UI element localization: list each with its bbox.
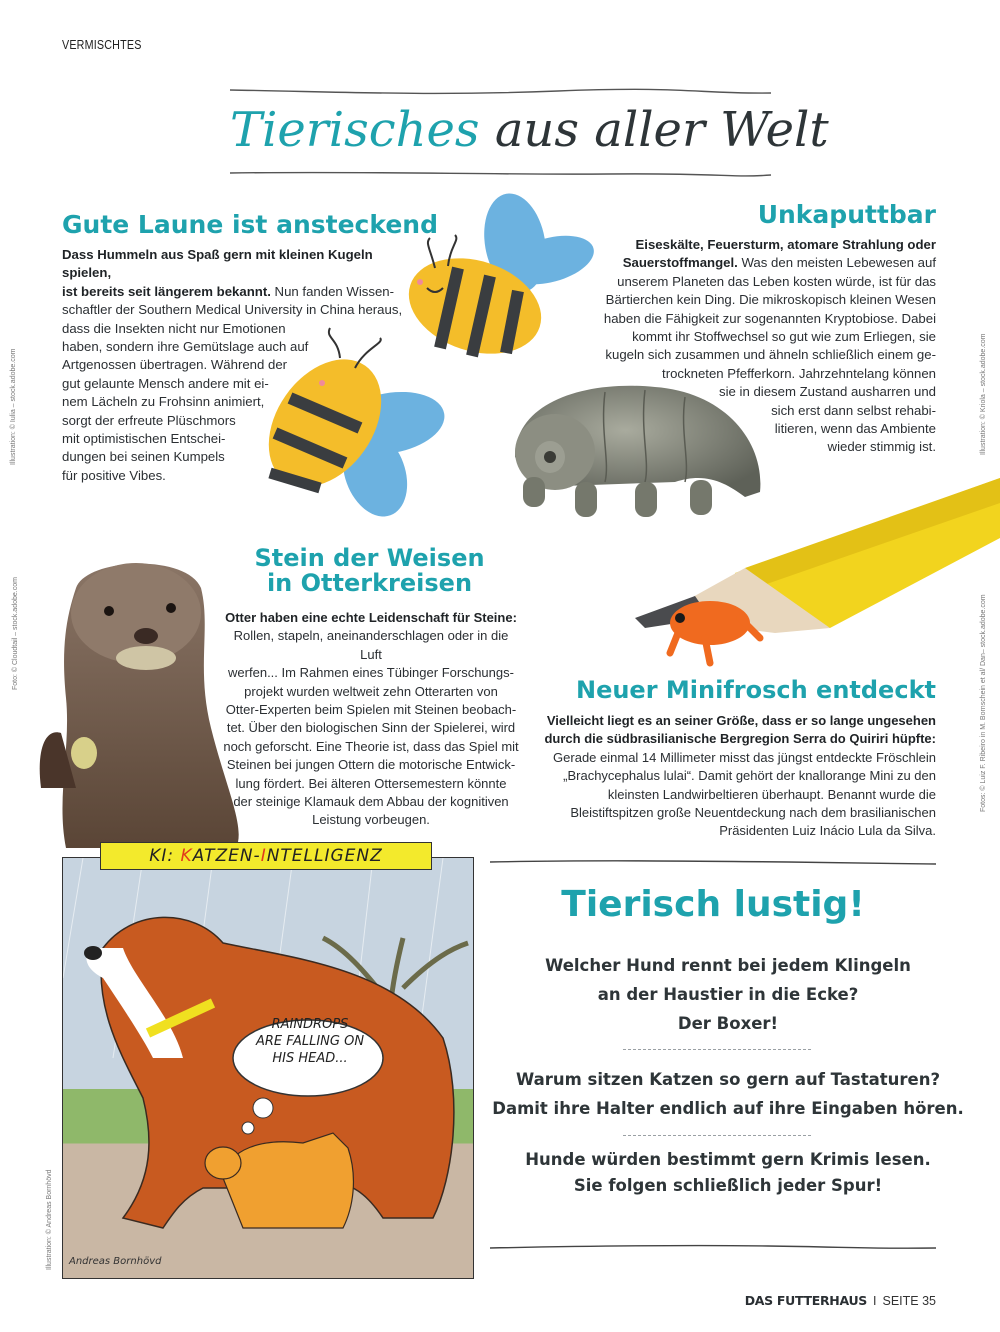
joke-3: Hunde würden bestimmt gern Krimis lesen. Sie folgen schließlich jeder Spur! xyxy=(525,1150,931,1195)
frog-headline: Neuer Minifrosch entdeckt xyxy=(575,676,936,704)
otter-body: Otter haben eine echte Leidenschaft für Steine: Rollen, stapeln, aneinanderschlagen oder in die Luft werfen... Im Rahmen eines Tübinger Forschungs- projekt wurden weltweit zehn Otterarten von Otter-Experten beim Spielen mit Steinen beobach- tet. Über den biologischen Sinn der Spielerei, wird noch geforscht. Eine Theorie ist, dass das Spiel mit Steinen bei jungen Ottern die motorische Entwick- lung fördert. Bei älteren Ottersemestern könnte der steinige Klamauk dem Abbau der kognitiven Leistung vorbeugen. xyxy=(223,610,519,828)
page-title-accent: Tierisches xyxy=(230,102,480,158)
page-number: SEITE 35 xyxy=(882,1294,936,1308)
frog-credit: Fotos: © Luiz F. Ribeiro in M. Bornschein et al/ Dan– stock.adobe.com xyxy=(980,594,987,812)
footer-brand: DAS FUTTERHAUS xyxy=(744,1293,868,1308)
joke-divider-2 xyxy=(623,1135,811,1136)
title-top-divider xyxy=(228,86,773,96)
otter-image xyxy=(36,548,246,848)
joke-1: Welcher Hund rennt bei jedem Klingeln an der Haustier in die Ecke? Der Boxer! xyxy=(545,956,911,1033)
tardigrade-body: Eiseskälte, Feuersturm, atomare Strahlung oder Sauerstoffmangel. Was den meisten Lebewesen auf unserem Planeten das Leben kosten würde, ist für das Bärtierchen kein Ding. Die mikroskopisch kleinen Wesen haben die Fähigkeit zur sogenannten Kryptobiose. Dabei kommt ihr Stoffwechsel so gut wie zum Erliegen, sie kugeln sich zusammen und ähneln schließlich einem ge- trockneten Pfefferkorn. Jahrzehntelang können sie in diesem Zustand ausharren und sich erst dann selbst rehabi- litieren, wenn das Ambiente wieder stimmig ist. xyxy=(603,237,936,455)
bees-headline: Gute Laune ist ansteckend xyxy=(62,210,438,239)
cartoon-banner: KI: KATZEN-INTELLIGENZ xyxy=(100,842,432,870)
frog-body: Vielleicht liegt es an seiner Größe, dass er so lange ungesehen durch die südbrasilianische Bergregion Serra do Quiriri hüpfte: Gerade einmal 14 Millimeter misst das jüngst entdeckte Fröschlein „Brachycephalus lulai“. Damit gehört der knallorange Mini zu den kleinsten Landwirbeltieren überhaupt. Benannt wurde die Bleistiftspitzen große Neuentdeckung nach dem brasilianischen Präsidenten Luiz Inácio Lula da Silva. xyxy=(544,713,936,839)
cartoon-panel xyxy=(62,857,474,1279)
title-bottom-divider xyxy=(228,169,773,181)
otter-credit: Foto: © Cloudtail – stock.adobe.com xyxy=(12,577,19,690)
page-title xyxy=(230,98,829,162)
bees-credit: Illustration: © Iulia – stock.adobe.com xyxy=(10,348,17,465)
tardigrade-headline: Unkaputtbar xyxy=(757,200,936,229)
jokes-bottom-divider xyxy=(488,1242,938,1252)
section-label: VERMISCHTES xyxy=(62,38,142,52)
bees-body: Dass Hummeln aus Spaß gern mit kleinen Kugeln spielen, ist bereits seit längerem bekannt. Nun fanden Wissen- schaftler der Southern Medical University in China heraus, dass die Insekten nicht nur Emotionen haben, sondern ihre Gemütslage auch auf Artgenossen übertragen. Während der gut gelaunte Mensch andere mit ei- nem Lächeln zu Frohsinn animiert, sorgt der erfreute Plüschmors mit optimistischen Entschei- dungen bei seinen Kumpels für positive Vibes. xyxy=(62,247,403,483)
footer-separator: I xyxy=(873,1294,877,1308)
page-footer xyxy=(745,1293,936,1308)
cartoon-signature: Andreas Bornhövd xyxy=(69,1256,162,1267)
jokes-headline: Tierisch lustig! xyxy=(561,884,865,925)
otter-headline: Stein der Weisen in Otterkreisen xyxy=(254,544,485,598)
joke-divider-1 xyxy=(623,1049,811,1050)
page-title-rest: aus aller Welt xyxy=(494,102,829,158)
joke-2: Warum sitzen Katzen so gern auf Tastaturen? Damit ihre Halter endlich auf ihre Eingaben hören. xyxy=(492,1070,964,1118)
cartoon-credit: Illustration: © Andreas Bornhövd xyxy=(46,1169,53,1270)
speech-bubble-text: RAINDROPS ARE FALLING ON HIS HEAD... xyxy=(255,1017,365,1066)
tardigrade-credit: Illustration: © Kriola – stock.adobe.com xyxy=(980,333,987,455)
dog-cat-illustration xyxy=(63,858,473,1278)
jokes-top-divider xyxy=(488,858,938,868)
pencil-frog-image xyxy=(635,478,1000,668)
